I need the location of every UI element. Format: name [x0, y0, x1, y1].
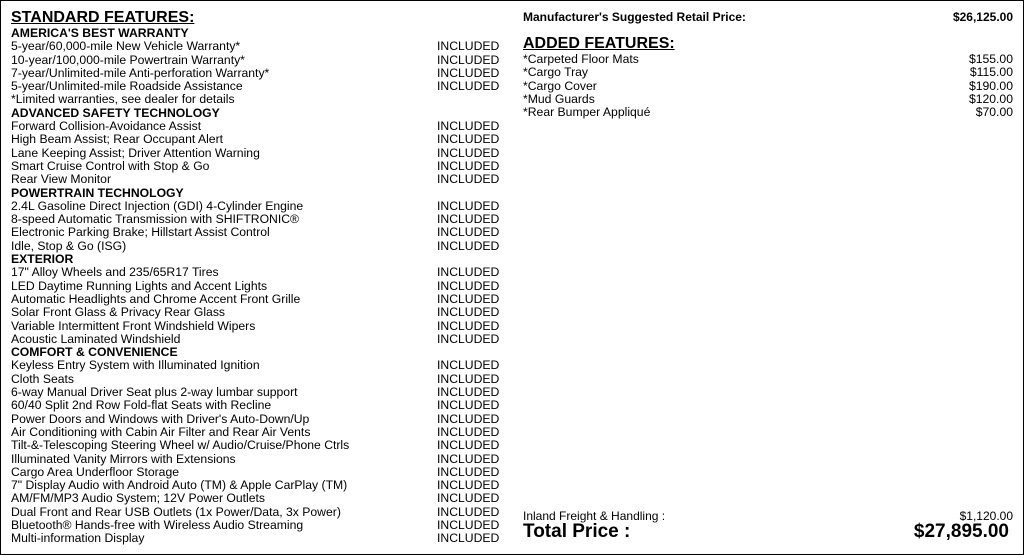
feature-row	[11, 359, 503, 372]
feature-row	[11, 293, 503, 306]
feature-row	[11, 80, 503, 93]
total-value: $27,895.00	[913, 521, 1009, 542]
feature-status: INCLUDED	[437, 238, 500, 253]
feature-status: INCLUDED	[437, 39, 500, 54]
added-feature-text: *Mud Guards	[523, 91, 595, 106]
feature-status: INCLUDED	[437, 491, 500, 506]
feature-status: INCLUDED	[437, 451, 500, 466]
feature-status: INCLUDED	[437, 265, 500, 280]
feature-row	[11, 120, 503, 133]
feature-text: Automatic Headlights and Chrome Accent Front Grille	[11, 291, 301, 306]
total-row	[523, 521, 1009, 543]
feature-row	[11, 479, 503, 492]
feature-status: INCLUDED	[437, 517, 500, 532]
added-feature-price: $155.00	[968, 52, 1013, 66]
feature-text: AM/FM/MP3 Audio System; 12V Power Outlets	[11, 491, 265, 506]
feature-text: 60/40 Split 2nd Row Fold-flat Seats with Recline	[11, 398, 272, 413]
feature-text: Electronic Parking Brake; Hillstart Assist Control	[11, 225, 270, 240]
feature-text: Keyless Entry System with Illuminated Ignition	[11, 358, 260, 373]
feature-row	[11, 160, 503, 173]
feature-text: 7" Display Audio with Android Auto (TM) & Apple CarPlay (TM)	[11, 478, 348, 493]
feature-status: INCLUDED	[437, 358, 500, 373]
added-feature-text: *Carpeted Floor Mats	[523, 52, 639, 66]
feature-text: Illuminated Vanity Mirrors with Extensions	[11, 451, 236, 466]
feature-text: Acoustic Laminated Windshield	[11, 331, 181, 346]
feature-text: Forward Collision-Avoidance Assist	[11, 119, 202, 134]
feature-status: INCLUDED	[437, 424, 500, 439]
freight-value: $1,120.00	[959, 509, 1013, 523]
feature-row	[11, 133, 503, 146]
section-heading: COMFORT & CONVENIENCE	[11, 345, 178, 360]
feature-row	[11, 492, 503, 505]
feature-row	[11, 519, 503, 532]
feature-status: INCLUDED	[437, 331, 500, 346]
feature-status: INCLUDED	[437, 464, 500, 479]
feature-status: INCLUDED	[437, 305, 500, 320]
feature-row	[11, 399, 503, 412]
feature-row	[11, 373, 503, 386]
feature-row	[11, 386, 503, 399]
feature-status: INCLUDED	[437, 371, 500, 386]
standard-features-list	[11, 27, 503, 546]
standard-features-title: STANDARD FEATURES:	[11, 9, 195, 26]
added-feature-row	[523, 93, 1013, 106]
added-feature-text: *Cargo Cover	[523, 78, 597, 93]
feature-row	[11, 40, 503, 53]
feature-status: INCLUDED	[437, 438, 500, 453]
feature-status: INCLUDED	[437, 531, 500, 546]
feature-text: 5-year/Unlimited-mile Roadside Assistance	[11, 79, 243, 94]
section-heading: ADVANCED SAFETY TECHNOLOGY	[11, 105, 220, 120]
feature-text: Multi-information Display	[11, 531, 145, 546]
feature-status: INCLUDED	[437, 158, 500, 173]
feature-text: Variable Intermittent Front Windshield Wipers	[11, 318, 256, 333]
feature-text: 17" Alloy Wheels and 235/65R17 Tires	[11, 265, 219, 280]
feature-text: 6-way Manual Driver Seat plus 2-way lumbar support	[11, 385, 298, 400]
feature-text: Cargo Area Underfloor Storage	[11, 464, 180, 479]
pricing-column	[523, 9, 1013, 119]
feature-status: INCLUDED	[437, 411, 500, 426]
feature-status: INCLUDED	[437, 398, 500, 413]
feature-status: INCLUDED	[437, 52, 500, 67]
feature-row	[11, 320, 503, 333]
added-features-list	[523, 53, 1013, 119]
feature-status: INCLUDED	[437, 119, 500, 134]
feature-status: INCLUDED	[437, 172, 500, 187]
total-label: Total Price :	[523, 521, 631, 542]
added-feature-price: $115.00	[969, 65, 1013, 80]
feature-text: Solar Front Glass & Privacy Rear Glass	[11, 305, 226, 320]
feature-row	[11, 413, 503, 426]
feature-text: Air Conditioning with Cabin Air Filter and Rear Air Vents	[11, 424, 311, 439]
feature-status: INCLUDED	[437, 65, 500, 80]
added-feature-text: *Rear Bumper Appliqué	[523, 105, 651, 120]
feature-row	[11, 226, 503, 239]
section-heading: AMERICA'S BEST WARRANTY	[11, 26, 189, 40]
feature-text: Bluetooth® Hands-free with Wireless Audio Streaming	[11, 517, 304, 532]
added-feature-price: $190.00	[968, 78, 1013, 93]
feature-row	[11, 213, 503, 226]
feature-status: INCLUDED	[437, 278, 500, 293]
feature-row	[11, 173, 503, 186]
feature-text: Lane Keeping Assist; Driver Attention Warning	[11, 145, 260, 160]
feature-row	[11, 426, 503, 439]
feature-status: INCLUDED	[437, 385, 500, 400]
added-feature-row	[523, 66, 1013, 79]
feature-status: INCLUDED	[437, 504, 500, 519]
feature-text: *Limited warranties, see dealer for details	[11, 92, 235, 107]
feature-status: INCLUDED	[437, 291, 500, 306]
feature-row	[11, 200, 503, 213]
feature-row	[11, 333, 503, 346]
feature-row	[11, 240, 503, 253]
added-feature-text: *Cargo Tray	[523, 65, 589, 80]
added-feature-row	[523, 80, 1013, 93]
feature-status: INCLUDED	[437, 79, 500, 94]
feature-status: INCLUDED	[437, 318, 500, 333]
added-feature-price: $120.00	[968, 91, 1013, 106]
feature-status: INCLUDED	[437, 145, 500, 160]
msrp-row	[523, 10, 1013, 25]
feature-text: Rear View Monitor	[11, 172, 112, 187]
feature-row	[11, 67, 503, 80]
feature-text: Cloth Seats	[11, 371, 75, 386]
msrp-value: $26,125.00	[952, 10, 1013, 24]
feature-text: Smart Cruise Control with Stop & Go	[11, 158, 210, 173]
feature-text: Dual Front and Rear USB Outlets (1x Power/Data, 3x Power)	[11, 504, 341, 519]
feature-text: 8-speed Automatic Transmission with SHIFTRONIC®	[11, 212, 300, 227]
added-features-title: ADDED FEATURES:	[523, 35, 675, 52]
added-feature-row	[523, 53, 1013, 66]
feature-text: Idle, Stop & Go (ISG)	[11, 238, 127, 253]
added-feature-price: $70.00	[975, 105, 1013, 120]
feature-status: INCLUDED	[437, 225, 500, 240]
feature-row	[11, 306, 503, 319]
feature-row	[11, 54, 503, 67]
feature-text: High Beam Assist; Rear Occupant Alert	[11, 132, 224, 147]
section-heading: EXTERIOR	[11, 252, 74, 267]
feature-text: 10-year/100,000-mile Powertrain Warranty*	[11, 52, 245, 67]
feature-row	[11, 147, 503, 160]
msrp-label: Manufacturer's Suggested Retail Price:	[523, 10, 746, 24]
feature-text: Power Doors and Windows with Driver's Auto-Down/Up	[11, 411, 310, 426]
feature-text: 5-year/60,000-mile New Vehicle Warranty*	[11, 39, 241, 54]
feature-row	[11, 506, 503, 519]
feature-row	[11, 280, 503, 293]
feature-row	[11, 266, 503, 279]
feature-status: INCLUDED	[437, 132, 500, 147]
standard-features-column	[11, 9, 503, 546]
feature-row	[11, 439, 503, 452]
feature-row	[11, 532, 503, 545]
feature-row	[11, 453, 503, 466]
feature-status: INCLUDED	[437, 478, 500, 493]
feature-row	[11, 93, 503, 106]
feature-text: Tilt-&-Telescoping Steering Wheel w/ Audio/Cruise/Phone Ctrls	[11, 438, 350, 453]
feature-status: INCLUDED	[437, 212, 500, 227]
feature-row	[11, 466, 503, 479]
feature-text: 7-year/Unlimited-mile Anti-perforation Warranty*	[11, 65, 270, 80]
section-heading: POWERTRAIN TECHNOLOGY	[11, 185, 184, 200]
freight-label: Inland Freight & Handling :	[523, 509, 666, 523]
added-feature-row	[523, 106, 1013, 119]
feature-text: LED Daytime Running Lights and Accent Lights	[11, 278, 268, 293]
feature-text: 2.4L Gasoline Direct Injection (GDI) 4-Cylinder Engine	[11, 198, 304, 213]
feature-status: INCLUDED	[437, 198, 500, 213]
